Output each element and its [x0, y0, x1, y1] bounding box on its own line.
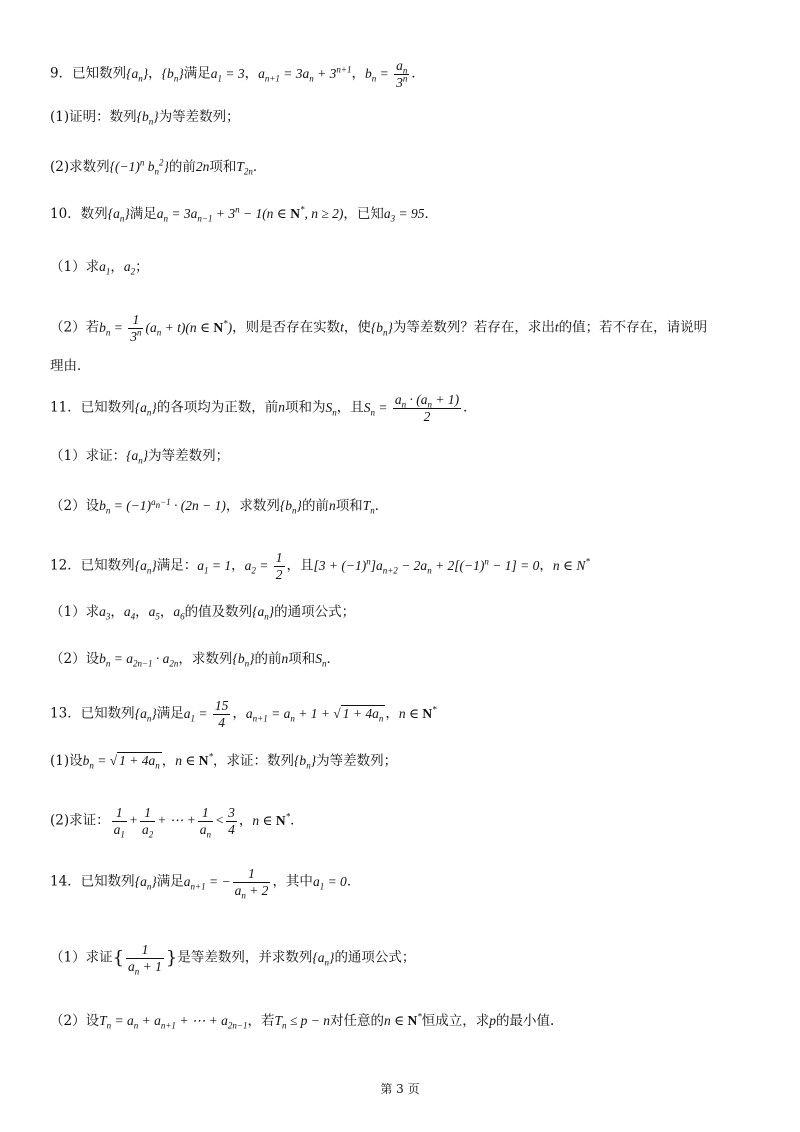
fraction: $\frac{1}{a_n}$ [199, 805, 211, 840]
fraction: $\frac{15}{4}$ [214, 698, 229, 730]
problem-14-part-2: （2）设$T_n = a_n + a_{n+1}$ + ⋯ + $a_{2n-1}$，若$T_n \le p - n$对任意的n ∈ N*恒成立，求p的最小值. [50, 1011, 555, 1031]
fraction: $\frac{1}{a_1}$ [113, 805, 125, 840]
fraction: $\frac{1}{a_n + 2}$ [234, 866, 269, 901]
fraction: $\frac{1}{2}$ [275, 550, 283, 582]
problem-14-stem: 14．已知数列$\{a_n\}$满足$a_{n+1}$ = − $\frac{1}{a_n + 2}$ ，其中$a_1 = 0$． [50, 866, 361, 901]
fraction: $\frac{1}{a_2}$ [142, 805, 154, 840]
problem-number: 9 [50, 65, 59, 82]
page-number: 第 3 页 [380, 1082, 420, 1096]
problem-10-stem: 10．数列$\{a_n\}$满足$a_n = 3a_{n-1} + 3^n - 1(n$ ∈ N*, n ≥ 2)，已知$a_3 = 95$． [50, 204, 438, 224]
problem-9-part-2: (2)求数列{$(-1)^n$ $b_n^2$}的前2n项和$T_{2n}$． [50, 157, 267, 177]
problem-11-stem: 11．已知数列$\{a_n\}$的各项均为正数，前n项和为$S_n$，且$S_n$ = $\frac{a_n \cdot (a_n + 1)}{2}$ ． [50, 392, 477, 424]
problem-11-part-1: （1）求证：$\{a_n\}$为等差数列； [50, 448, 230, 466]
problem-13-part-1: (1)设$b_n$ = √ $1 + 4a_n$ ，n ∈ N*，求证：数列$\{b_n\}$为等差数列； [50, 751, 398, 771]
problem-9-part-1: (1)证明：数列$\{b_n\}$为等差数列； [50, 109, 240, 127]
problem-number: 13 [50, 705, 68, 722]
problem-14-part-1: （1）求证{ $\frac{1}{a_n + 1}$ }是等差数列，并求数列$\{a_n\}$的通项公式； [50, 942, 416, 977]
problem-9-stem: 9．已知数列$\{a_n\}$，$\{b_n\}$满足$a_1 = 3$，$a_{n+1} = 3a_n + 3^{n+1}$，$b_n$ = $\frac{a_n}{3^n}$ ． [50, 58, 425, 90]
problem-number: 12 [50, 557, 68, 574]
problem-number: 14 [50, 873, 68, 890]
problem-12-stem: 12．已知数列$\{a_n\}$满足：$a_1 = 1$，$a_2$ = $\frac{1}{2}$ ，且$[3 + (-1)^n]a_{n+2} - 2a_n + 2[(-1)^n - 1] = 0$，n ∈ N* [50, 550, 590, 582]
fraction: $\frac{3}{4}$ [228, 805, 235, 837]
fraction: $\frac{1}{3^n}$ [130, 312, 142, 344]
fraction: $\frac{1}{a_n + 1}$ [128, 942, 162, 977]
problem-10-part-1: （1）求$a_1$，$a_2$； [50, 259, 149, 277]
problem-11-part-2: （2）设$b_n = (-1)^{a_n-1} \cdot (2n - 1)$，求数列$\{b_n\}$的前n项和$T_n$． [50, 496, 389, 516]
problem-number: 11 [50, 399, 68, 416]
problem-13-part-2: (2)求证： $\frac{1}{a_1}$ + $\frac{1}{a_2}$ + ⋯ + $\frac{1}{a_n}$ < $\frac{3}{4}$ ，n ∈ N*． [50, 805, 304, 840]
fraction: $\frac{a_n \cdot (a_n + 1)}{2}$ [394, 392, 460, 424]
fraction: $\frac{a_n}{3^n}$ [396, 58, 408, 90]
problem-number: 10 [50, 206, 68, 222]
problem-12-part-1: （1）求$a_3$，$a_4$，$a_5$，$a_6$的值及数列$\{a_n\}$的通项公式； [50, 604, 356, 622]
problem-12-part-2: （2）设$b_n = a_{2n-1} \cdot a_{2n}$，求数列$\{b_n\}$的前n项和$S_n$． [50, 651, 340, 669]
problem-10-part-2-cont: 理由． [50, 358, 91, 374]
problem-10-part-2: （2）若$b_n$ = $\frac{1}{3^n}$ $(a_n + t)(n$ ∈ N*)，则是否存在实数t，使$\{b_n\}$为等差数列？若存在，求出t的值；若不存在，请说明 [50, 312, 708, 344]
problem-13-stem: 13．已知数列$\{a_n\}$满足$a_1$ = $\frac{15}{4}$ ，$a_{n+1} = a_n + 1$ + √ $1 + 4a_n$ ，n ∈ N* [50, 698, 437, 730]
